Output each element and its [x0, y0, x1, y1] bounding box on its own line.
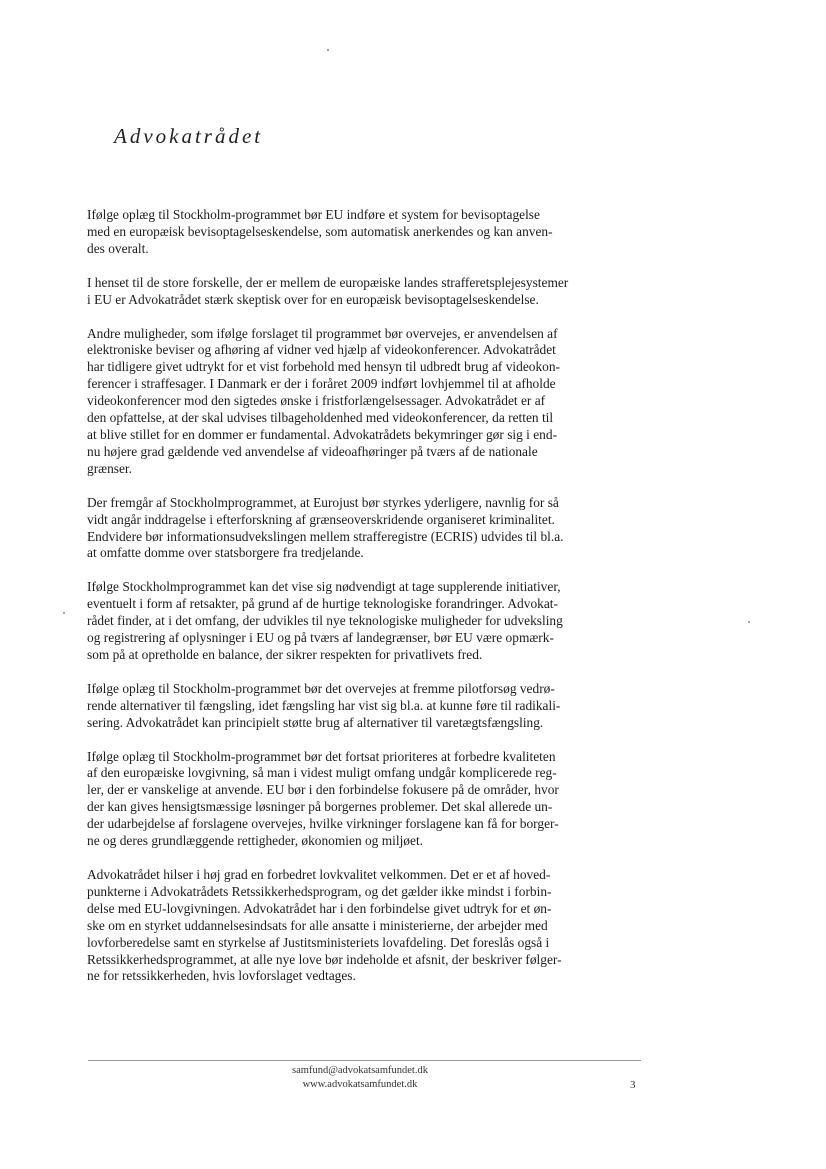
paragraph [87, 749, 651, 850]
paragraph-line: Ifølge oplæg til Stockholm-programmet bør EU indføre et system for bevisoptagelse [87, 207, 540, 222]
footer-website: www.advokatsamfundet.dk [302, 1079, 418, 1090]
paragraph-line: ne for retssikkerheden, hvis lovforslaget vedtages. [87, 968, 356, 984]
paragraph-line: af den europæiske lovgivning, så man i videst muligt omfang undgår komplicerede reg- [87, 765, 557, 781]
scan-speck [63, 612, 65, 614]
paragraph [87, 495, 651, 563]
paragraph [87, 681, 651, 732]
paragraph-line: i EU er Advokatrådet stærk skeptisk over for en europæisk bevisoptagelseskendelse. [87, 291, 539, 307]
paragraph-line: des overalt. [87, 240, 149, 256]
paragraph-line: ferencer i straffesager. I Danmark er der i foråret 2009 indført lovhjemmel til at afholde [87, 376, 556, 392]
paragraph-line: rådet finder, at i det omfang, der udvikles til nye teknologiske muligheder for udveksling [87, 613, 563, 629]
paragraph-line: ne og deres grundlæggende rettigheder, økonomien og miljøet. [87, 833, 424, 849]
paragraph [87, 579, 651, 664]
paragraph-line: Retssikkerhedsprogrammet, at alle nye love bør indeholde et afsnit, der beskriver følger- [87, 951, 562, 967]
scan-speck [748, 621, 750, 623]
paragraph-line: Ifølge oplæg til Stockholm-programmet bør det fortsat prioriteres at forbedre kvaliteten [87, 748, 556, 764]
paragraph-line: I henset til de store forskelle, der er mellem de europæiske landes strafferetsplejesystemer [87, 274, 569, 290]
document-body [87, 207, 651, 1002]
page-number: 3 [630, 1079, 636, 1091]
paragraph-line: der udarbejdelse af forslagene overvejes, hvilke virkninger forslagene kan få for borger- [87, 816, 559, 832]
paragraph-line: Der fremgår af Stockholmprogrammet, at Eurojust bør styrkes yderligere, navnlig for så [87, 494, 559, 510]
paragraph [87, 326, 651, 478]
footer-divider [88, 1060, 641, 1061]
paragraph-line: Ifølge Stockholmprogrammet kan det vise sig nødvendigt at tage supplerende initiativer, [87, 579, 561, 595]
paragraph-line: sering. Advokatrådet kan principielt støtte brug af alternativer til varetægtsfængsling. [87, 714, 544, 730]
paragraph [87, 207, 651, 258]
paragraph-line: lovforberedelse samt en styrkelse af Justitsministeriets lovafdeling. Det foreslås også i [87, 934, 550, 950]
paragraph [87, 275, 651, 309]
footer [0, 1064, 720, 1092]
paragraph-line: Ifølge oplæg til Stockholm-programmet bør det overvejes at fremme pilotforsøg vedrø- [87, 680, 555, 696]
paragraph-line: ler, der er vanskelige at anvende. EU bør i den forbindelse fokusere på de områder, hvor [87, 782, 559, 798]
paragraph-line: delse med EU-lovgivningen. Advokatrådet har i den forbindelse givet udtryk for et øn- [87, 900, 552, 916]
scan-speck [327, 49, 329, 51]
paragraph-line: videokonferencer mod den sigtedes ønske i fristforlængelsessager. Advokatrådet er af [87, 393, 546, 409]
paragraph-line: har tidligere givet udtrykt for et vist forbehold med hensyn til udbredt brug af videokon- [87, 359, 561, 375]
paragraph-line: punkterne i Advokatrådets Retssikkerhedsprogram, og det gælder ikke mindst i forbin- [87, 883, 552, 899]
paragraph-line: vidt angår inddragelse i efterforskning af grænseoverskridende organiseret kriminalitet. [87, 511, 555, 527]
paragraph-line: med en europæisk bevisoptagelseskendelse, som automatisk anerkendes og kan anven- [87, 223, 553, 239]
paragraph-line: Andre muligheder, som ifølge forslaget til programmet bør overvejes, er anvendelsen af [87, 325, 558, 341]
paragraph-line: Advokatrådet hilser i høj grad en forbedret lovkvalitet velkommen. Det er et af hoved- [87, 867, 551, 882]
document-title: Advokatrådet [114, 124, 264, 148]
paragraph-line: grænser. [87, 460, 133, 476]
paragraph-line: rende alternativer til fængsling, idet fængsling har vist sig bl.a. at kunne føre til radikali- [87, 697, 561, 713]
paragraph [87, 867, 651, 985]
paragraph-line: Endvidere bør informationsudvekslingen mellem strafferegistre (ECRIS) udvides til bl.a. [87, 528, 564, 544]
paragraph-line: den opfattelse, at der skal udvises tilbageholdenhed med videokonferencer, da retten til [87, 410, 554, 426]
footer-email: samfund@advokatsamfundet.dk [292, 1065, 428, 1076]
paragraph-line: at blive stillet for en dommer er fundamental. Advokatrådets bekymringer gør sig i end- [87, 426, 558, 442]
paragraph-line: elektroniske beviser og afhøring af vidner ved hjælp af videokonferencer. Advokatrådet [87, 342, 556, 358]
paragraph-line: som på at opretholde en balance, der sikrer respekten for privatlivets fred. [87, 646, 483, 662]
paragraph-line: og registrering af oplysninger i EU og på tværs af landegrænser, bør EU være opmærk- [87, 630, 554, 646]
paragraph-line: ske om en styrket uddannelsesindsats for alle ansatte i ministerierne, der arbejder med [87, 917, 548, 933]
paragraph-line: nu højere grad gældende ved anvendelse af videoafhøringer på tværs af de nationale [87, 443, 538, 459]
paragraph-line: der kan gives hensigtsmæssige løsninger på borgernes problemer. Det skal allerede un- [87, 799, 553, 815]
paragraph-line: at omfatte domme over statsborgere fra tredjelande. [87, 545, 364, 561]
paragraph-line: eventuelt i form af retsakter, på grund af de hurtige teknologiske forandringer. Advokat- [87, 596, 558, 612]
